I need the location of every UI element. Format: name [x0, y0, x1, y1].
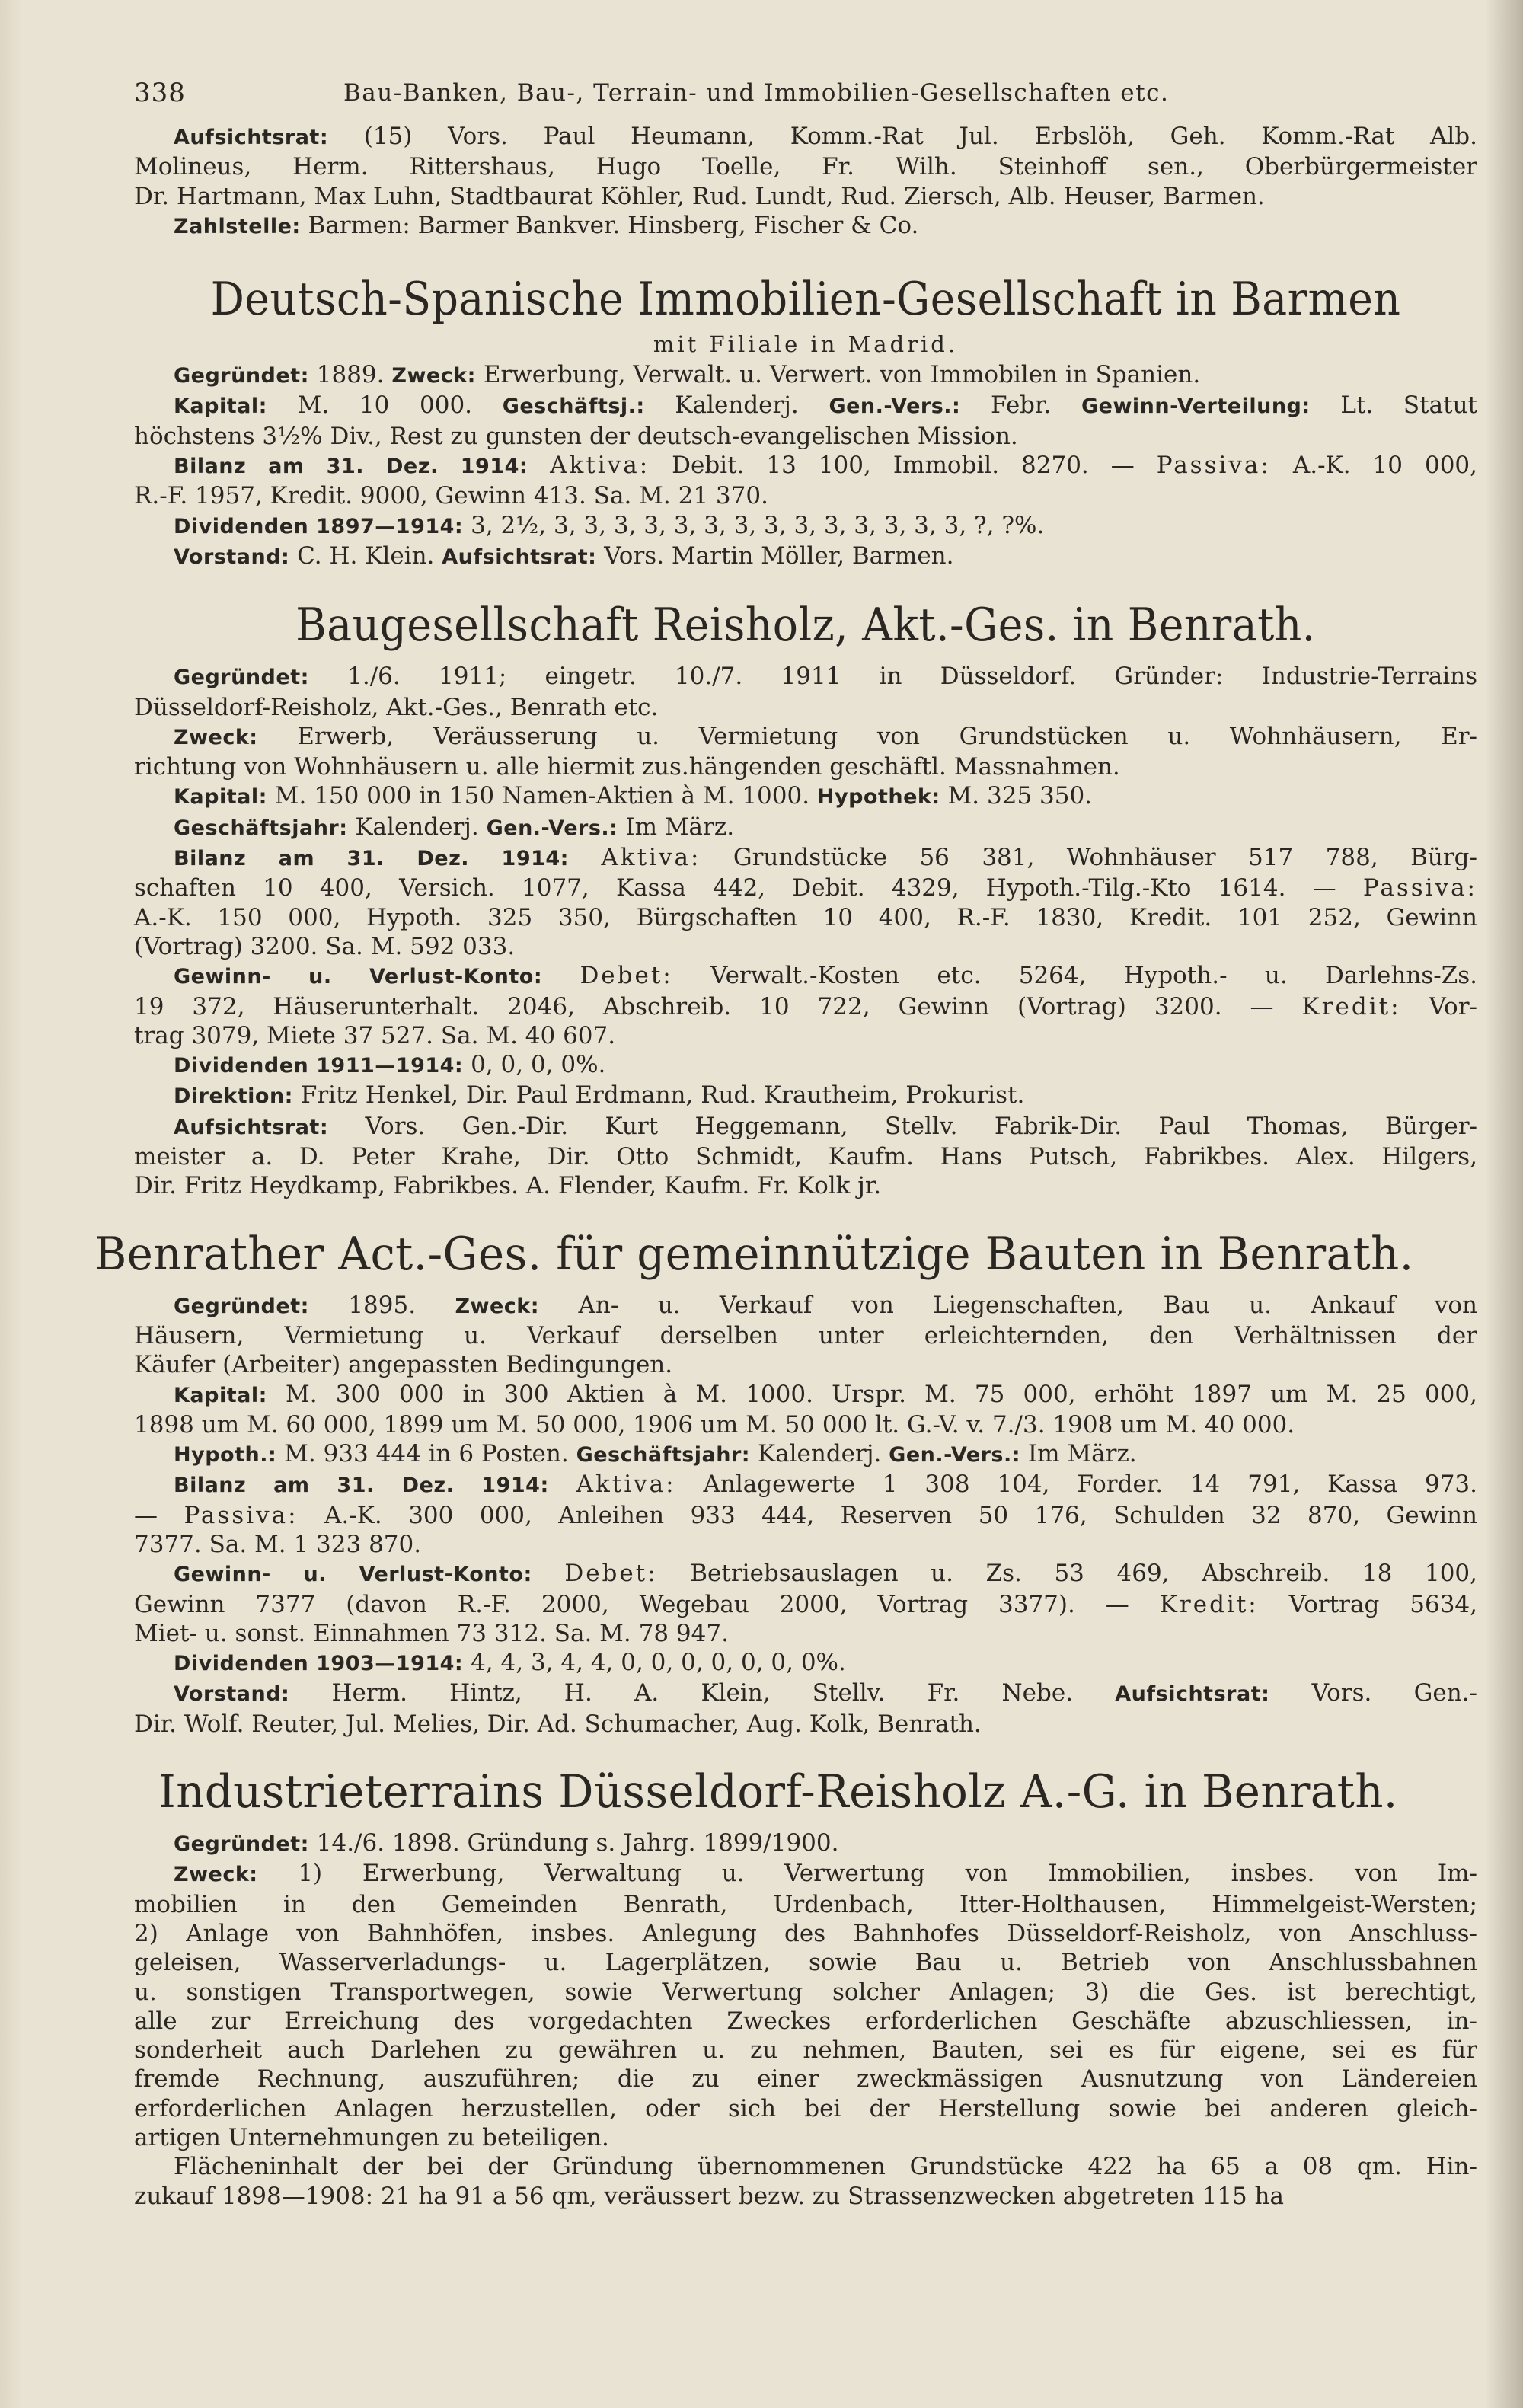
text-run: Febr.	[960, 391, 1081, 420]
text-line	[134, 873, 1477, 902]
text-run: Vors. Martin Möller, Barmen.	[596, 541, 954, 570]
text-run: C. H. Klein.	[289, 541, 442, 570]
field-label: Geschäftsjahr:	[174, 816, 348, 840]
text-run: Kalenderj.	[750, 1440, 889, 1468]
text-run: Barmen: Barmer Bankver. Hinsberg, Fischer & Co.	[300, 211, 919, 239]
text-run: Düsseldorf-Reisholz, Akt.-Ges., Benrath etc.	[134, 693, 659, 721]
text-run	[549, 1471, 576, 1498]
field-label: Zweck:	[174, 1863, 258, 1887]
field-label: Geschäftsj.:	[502, 394, 645, 419]
text-run: R.-F. 1957, Kredit. 9000, Gewinn 413. Sa. M. 21 370.	[134, 482, 768, 510]
text-run: Vortrag 5634,	[1258, 1590, 1478, 1618]
field-label: Aufsichtsrat:	[174, 1115, 329, 1139]
entry-body-deutsch-spanische	[134, 360, 1477, 572]
text-line	[134, 1380, 1477, 1410]
field-label: Bilanz am 31. Dez. 1914:	[174, 1474, 549, 1498]
text-line	[134, 1321, 1477, 1350]
text-run: mobilien in den Gemeinden Benrath, Urdenbach, Itter-Holthausen, Himmelgeist-Wersten;	[134, 1890, 1477, 1918]
text-run: alle zur Erreichung des vorgedachten Zweckes erforderlichen Geschäfte abzuschliessen, in-	[134, 2007, 1477, 2035]
field-label: Gegründet:	[174, 1832, 309, 1857]
text-line	[134, 1501, 1477, 1530]
previous-entry-continuation	[134, 122, 1477, 241]
text-run: zukauf 1898—1908: 21 ha 91 a 56 qm, veräussert bezw. zu Strassenzwecken abgetreten 115 ha	[134, 2182, 1284, 2210]
text-run: Flächeninhalt der bei der Gründung übernommenen Grundstücke 422 ha 65 a 08 qm. Hin-	[174, 2153, 1477, 2181]
text-line	[134, 1648, 1477, 1678]
text-run: schaften 10 400, Versich. 1077, Kassa 442, Debit. 4329, Hypoth.-Tilg.-Kto 1614. —	[134, 874, 1363, 902]
entry-title-deutsch-spanische: Deutsch-Spanische Immobilien-Gesellschaft in Barmen	[210, 273, 1401, 327]
text-line	[134, 1530, 1477, 1559]
text-line	[134, 1678, 1477, 1709]
field-label: Zweck:	[391, 364, 476, 388]
field-label: Gewinn-Verteilung:	[1081, 394, 1311, 419]
text-run: Vors. Gen.-Dir. Kurt Heggemann, Stellv. Fabrik-Dir. Paul Thomas, Bürger-	[328, 1112, 1477, 1140]
field-label: Gegründet:	[174, 666, 309, 690]
text-run: A.-K. 300 000, Anleihen 933 444, Reserven 50 176, Schulden 32 870, Gewinn	[298, 1501, 1477, 1529]
text-line	[134, 693, 1477, 722]
field-label: Gegründet:	[174, 364, 309, 388]
text-run: A.-K. 150 000, Hypoth. 325 350, Bürgschaften 10 400, R.-F. 1830, Kredit. 101 252, Gewinn	[134, 903, 1477, 931]
text-run: 0, 0, 0, 0%.	[463, 1051, 606, 1079]
text-run: Dir. Wolf. Reuter, Jul. Melies, Dir. Ad. Schumacher, Aug. Kolk, Benrath.	[134, 1710, 982, 1738]
text-line	[134, 541, 1477, 572]
text-run: Vors. Gen.-	[1269, 1679, 1477, 1707]
text-run: Lt. Statut	[1310, 391, 1477, 420]
text-line	[134, 1859, 1477, 1889]
text-run: Miet- u. sonst. Einnahmen 73 312. Sa. M. 78 947.	[134, 1619, 729, 1647]
text-run	[542, 962, 580, 989]
field-label: Aufsichtsrat:	[1115, 1682, 1270, 1707]
text-run: 1) Erwerbung, Verwaltung u. Verwertung von Immobilien, insbes. von Im-	[257, 1860, 1477, 1888]
text-line	[134, 2152, 1477, 2181]
text-run: Gewinn 7377 (davon R.-F. 2000, Wegebau 2000, Vortrag 3377). —	[134, 1590, 1160, 1618]
text-line	[134, 781, 1477, 812]
spaced-label: Passiva:	[184, 1501, 299, 1529]
text-line	[134, 1919, 1477, 1948]
text-run: Verwalt.-Kosten etc. 5264, Hypoth.- u. Darlehns-Zs.	[672, 962, 1478, 990]
text-run: Herm. Hintz, H. A. Klein, Stellv. Fr. Nebe.	[289, 1679, 1116, 1707]
text-run: A.-K. 10 000,	[1270, 452, 1477, 480]
page-header	[134, 73, 1477, 122]
spaced-label: Kredit:	[1159, 1590, 1259, 1618]
field-label: Aufsichtsrat:	[174, 126, 329, 149]
text-run: erforderlichen Anlagen herzustellen, oder sich bei der Herstellung sowie bei anderen gleich-	[134, 2094, 1477, 2122]
field-label: Bilanz am 31. Dez. 1914:	[174, 847, 569, 871]
spaced-label: Kredit:	[1301, 992, 1401, 1020]
text-line	[134, 932, 1477, 961]
text-line	[134, 961, 1477, 992]
text-line	[134, 511, 1477, 541]
field-label: Vorstand:	[174, 545, 290, 569]
text-run: (15) Vors. Paul Heumann, Komm.-Rat Jul. Erbslöh, Geh. Komm.-Rat Alb.	[328, 123, 1477, 150]
text-line	[134, 1948, 1477, 1977]
text-line	[134, 752, 1477, 781]
text-run: Kalenderj.	[644, 391, 829, 420]
text-line	[134, 1171, 1477, 1200]
entry-subtitle-filiale: mit Filiale in Madrid.	[653, 331, 959, 358]
text-line	[134, 1710, 1477, 1739]
text-run: fremde Rechnung, auszuführen; die zu einer zweckmässigen Ausnutzung von Ländereien	[134, 2065, 1477, 2093]
text-run: 1898 um M. 60 000, 1899 um M. 50 000, 1906 um M. 50 000 lt. G.-V. v. 7./3. 1908 um M. 40 000.	[134, 1410, 1295, 1439]
text-line	[134, 1050, 1477, 1081]
text-run: Häusern, Vermietung u. Verkauf derselben unter erleichternden, den Verhältnissen der	[134, 1321, 1477, 1349]
text-run	[569, 844, 601, 871]
text-run: u. sonstigen Transportwegen, sowie Verwertung solcher Anlagen; 3) die Ges. ist berechtigt,	[134, 1978, 1477, 2006]
text-run: M. 933 444 in 6 Posten.	[276, 1440, 576, 1468]
text-line	[134, 903, 1477, 932]
text-line	[134, 1081, 1477, 1111]
text-run: —	[134, 1501, 184, 1529]
field-label: Hypothek:	[816, 785, 940, 810]
spaced-label: Passiva:	[1156, 452, 1271, 480]
text-run: Erwerb, Veräusserung u. Vermietung von Grundstücken u. Wohnhäusern, Er-	[257, 722, 1477, 750]
text-run: Anlagewerte 1 308 104, Forder. 14 791, Kassa 973.	[675, 1471, 1478, 1499]
text-line	[134, 2182, 1477, 2211]
text-line	[134, 422, 1477, 451]
text-run: Im März.	[618, 813, 735, 841]
text-run: M. 10 000.	[267, 391, 503, 420]
text-run: Betriebsauslagen u. Zs. 53 469, Abschreib. 18 100,	[657, 1560, 1478, 1588]
entry-body-industrieterrains	[134, 1828, 1477, 2211]
text-run: trag 3079, Miete 37 527. Sa. M. 40 607.	[134, 1021, 616, 1049]
text-line	[134, 1112, 1477, 1142]
text-run: Kalenderj.	[347, 813, 487, 841]
field-label: Vorstand:	[174, 1682, 290, 1707]
field-label: Kapital:	[174, 785, 267, 810]
text-line	[134, 1142, 1477, 1171]
field-label: Zahlstelle:	[174, 214, 301, 238]
text-run: Dr. Hartmann, Max Luhn, Stadtbaurat Köhler, Rud. Lundt, Rud. Ziersch, Alb. Heuser, Barmen.	[134, 182, 1265, 210]
field-label: Zweck:	[455, 1294, 540, 1318]
field-label: Kapital:	[174, 394, 267, 419]
text-line	[134, 2036, 1477, 2065]
text-run: 1889.	[308, 361, 392, 389]
text-line	[134, 1619, 1477, 1648]
text-run: höchstens 3½% Div., Rest zu gunsten der deutsch-evangelischen Mission.	[134, 422, 1018, 450]
text-line	[134, 843, 1477, 873]
spaced-label: Debet:	[564, 1560, 658, 1588]
text-line	[134, 451, 1477, 481]
field-label: Zweck:	[174, 725, 258, 749]
text-line	[134, 1559, 1477, 1589]
entry-body-baugesellschaft-reisholz	[134, 662, 1477, 1200]
text-line	[134, 2007, 1477, 2036]
text-line	[134, 1470, 1477, 1500]
text-run: 4, 4, 3, 4, 4, 0, 0, 0, 0, 0, 0, 0%.	[463, 1649, 846, 1677]
spaced-label: Aktiva:	[576, 1471, 676, 1499]
text-run: Dir. Fritz Heydkamp, Fabrikbes. A. Flender, Kaufm. Fr. Kolk jr.	[134, 1172, 882, 1200]
page-number: 338	[134, 78, 186, 108]
spaced-label: Aktiva:	[550, 452, 650, 480]
field-label: Gewinn- u. Verlust-Konto:	[174, 965, 543, 989]
text-run: 3, 2½, 3, 3, 3, 3, 3, 3, 3, 3, 3, 3, 3, 3, 3, 3, ?, ?%.	[463, 511, 1045, 539]
text-run: M. 325 350.	[940, 782, 1093, 810]
spaced-label: Debet:	[580, 962, 673, 990]
entry-body-benrather-act-ges	[134, 1291, 1477, 1739]
text-run	[528, 452, 550, 479]
field-label: Bilanz am 31. Dez. 1914:	[174, 455, 528, 479]
text-run: Debit. 13 100, Immobil. 8270. —	[650, 452, 1157, 480]
field-label: Gen.-Vers.:	[486, 816, 618, 840]
text-run: Käufer (Arbeiter) angepassten Bedingungen.	[134, 1351, 673, 1379]
text-line	[134, 662, 1477, 692]
spaced-label: Passiva:	[1362, 874, 1477, 902]
text-run: 14./6. 1898. Gründung s. Jahrg. 1899/1900.	[308, 1829, 839, 1857]
text-line	[134, 360, 1477, 391]
text-line	[134, 2094, 1477, 2123]
text-line	[134, 1021, 1477, 1050]
text-run: Fritz Henkel, Dir. Paul Erdmann, Rud. Krautheim, Prokurist.	[292, 1081, 1025, 1110]
text-run: 1895.	[308, 1291, 455, 1319]
text-line	[134, 1350, 1477, 1379]
text-run: 7377. Sa. M. 1 323 870.	[134, 1530, 422, 1558]
text-run: M. 300 000 in 300 Aktien à M. 1000. Urspr. M. 75 000, erhöht 1897 um M. 25 000,	[267, 1380, 1477, 1408]
field-label: Dividenden 1897—1914:	[174, 514, 464, 538]
spaced-label: Aktiva:	[601, 844, 701, 872]
field-label: Aufsichtsrat:	[442, 545, 597, 569]
text-run: Vor-	[1400, 992, 1477, 1020]
text-line	[134, 1828, 1477, 1859]
text-line	[134, 182, 1477, 211]
running-title: Bau-Banken, Bau-, Terrain- und Immobilien-Gesellschaften etc.	[343, 79, 1170, 107]
field-label: Gen.-Vers.:	[829, 394, 961, 419]
field-label: Geschäftsjahr:	[576, 1443, 751, 1467]
text-run: Im März.	[1020, 1440, 1137, 1468]
text-run: M. 150 000 in 150 Namen-Aktien à M. 1000.	[267, 782, 817, 810]
text-line	[134, 813, 1477, 843]
text-line	[134, 1890, 1477, 1919]
field-label: Gegründet:	[174, 1294, 309, 1318]
field-label: Kapital:	[174, 1383, 267, 1407]
field-label: Direktion:	[174, 1084, 293, 1109]
text-run: richtung von Wohnhäusern u. alle hiermit zus.hängenden geschäftl. Massnahmen.	[134, 753, 1120, 781]
text-line	[134, 481, 1477, 510]
text-run: 2) Anlage von Bahnhöfen, insbes. Anlegung des Bahnhofes Düsseldorf-Reisholz, von Anschluss-	[134, 1919, 1477, 1947]
text-line	[134, 1410, 1477, 1439]
field-label: Dividenden 1911—1914:	[174, 1054, 464, 1078]
text-line	[134, 211, 1477, 241]
text-run: Molineus, Herm. Rittershaus, Hugo Toelle, Fr. Wilh. Steinhoff sen., Oberbürgermeister	[134, 153, 1477, 181]
text-run	[532, 1560, 565, 1587]
text-line	[134, 2065, 1477, 2093]
text-run: An- u. Verkauf von Liegenschaften, Bau u. Ankauf von	[539, 1291, 1477, 1319]
field-label: Gewinn- u. Verlust-Konto:	[174, 1563, 532, 1587]
text-line	[134, 152, 1477, 181]
entry-title-baugesellschaft-reisholz: Baugesellschaft Reisholz, Akt.-Ges. in Benrath.	[295, 599, 1316, 653]
text-run: meister a. D. Peter Krahe, Dir. Otto Schmidt, Kaufm. Hans Putsch, Fabrikbes. Alex. Hilgers,	[134, 1143, 1477, 1171]
field-label: Hypoth.:	[174, 1443, 277, 1467]
text-run: geleisen, Wasserverladungs- u. Lagerplätzen, sowie Bau u. Betrieb von Anschlussbahnen	[134, 1949, 1477, 1977]
text-line	[134, 2123, 1477, 2152]
text-line	[134, 722, 1477, 752]
text-line	[134, 391, 1477, 421]
text-line	[134, 122, 1477, 152]
text-line	[134, 1590, 1477, 1619]
text-run: Erwerbung, Verwalt. u. Verwert. von Immobilen in Spanien.	[475, 361, 1201, 389]
text-line	[134, 1291, 1477, 1321]
field-label: Dividenden 1903—1914:	[174, 1652, 464, 1676]
field-label: Gen.-Vers.:	[889, 1443, 1021, 1467]
text-run: artigen Unternehmungen zu beteiligen.	[134, 2124, 609, 2152]
entry-title-industrieterrains: Industrieterrains Düsseldorf-Reisholz A.-G. in Benrath.	[158, 1765, 1398, 1819]
entry-title-benrather-act-ges: Benrather Act.-Ges. für gemeinnützige Bauten in Benrath.	[94, 1227, 1414, 1281]
text-run: Grundstücke 56 381, Wohnhäuser 517 788, Bürg-	[701, 844, 1477, 872]
text-run: 19 372, Häuserunterhalt. 2046, Abschreib. 10 722, Gewinn (Vortrag) 3200. —	[134, 992, 1302, 1020]
text-line	[134, 992, 1477, 1021]
text-line	[134, 1978, 1477, 2007]
text-run: 1./6. 1911; eingetr. 10./7. 1911 in Düsseldorf. Gründer: Industrie-Terrains	[308, 663, 1477, 691]
text-line	[134, 1439, 1477, 1470]
text-run: (Vortrag) 3200. Sa. M. 592 033.	[134, 932, 516, 960]
text-run: sonderheit auch Darlehen zu gewähren u. zu nehmen, Bauten, sei es für eigene, sei es für	[134, 2036, 1477, 2065]
